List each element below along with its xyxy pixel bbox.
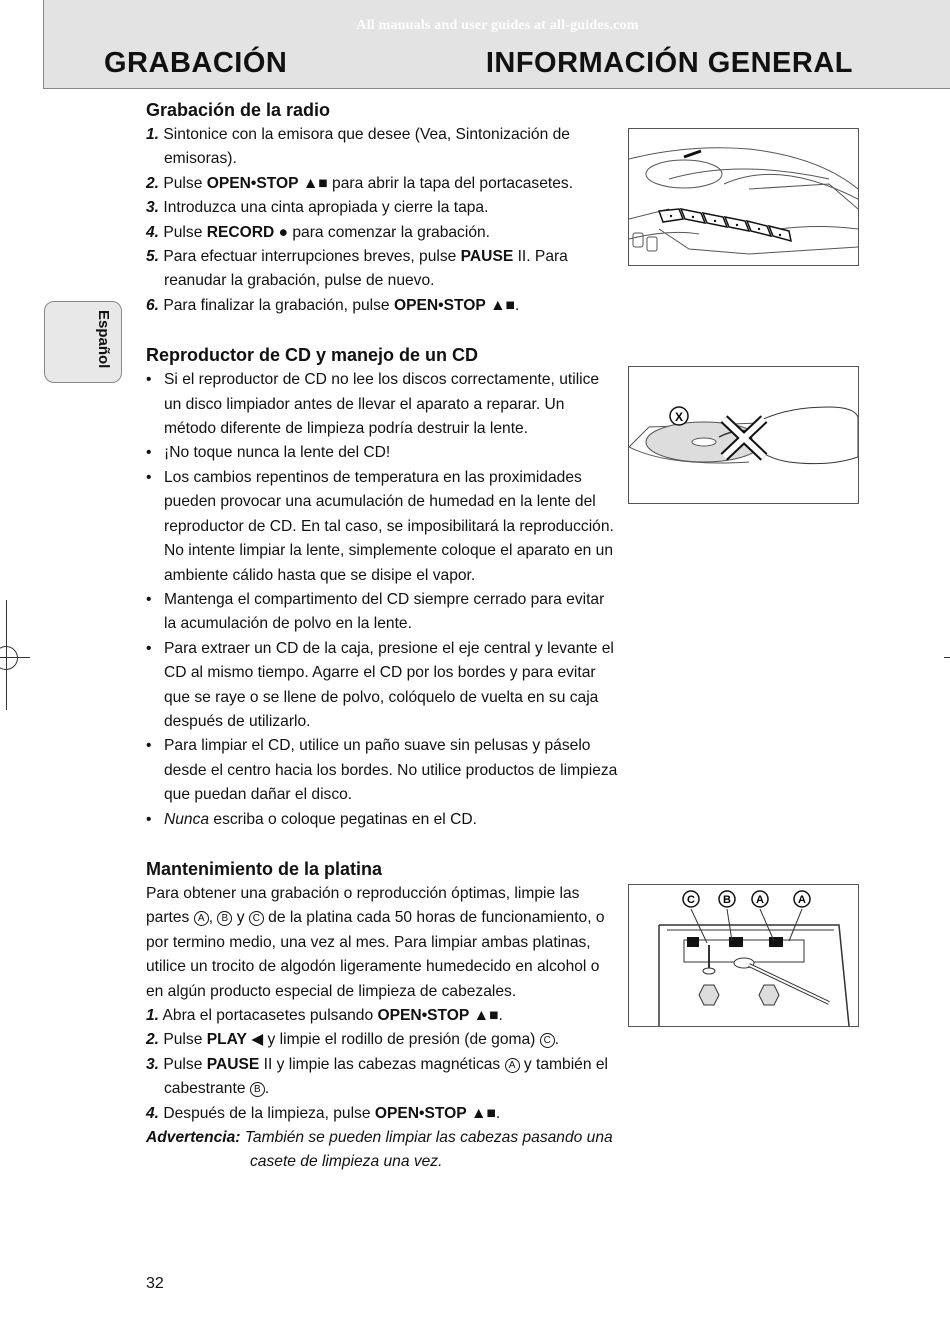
step-number: 3.: [146, 1055, 160, 1073]
punctuation: .: [264, 1080, 270, 1098]
step-text: Después de la limpieza, pulse: [163, 1104, 375, 1122]
section-title-right: INFORMACIÓN GENERAL: [485, 47, 853, 79]
radio-step-6: [146, 294, 620, 318]
step-text: Introduzca una cinta apropiada y cierre la tapa.: [163, 199, 489, 217]
button-name: OPEN•STOP: [374, 1104, 467, 1122]
step-number: 2.: [146, 174, 160, 192]
page-number: 32: [146, 1275, 164, 1292]
bullet-text: escriba o coloque pegatinas en el CD.: [209, 810, 477, 828]
deck-buttons-illustration: [628, 128, 859, 266]
step-text: Pulse: [163, 174, 207, 192]
x-marker-label: X: [674, 410, 684, 424]
cd-lens-illustration: [628, 366, 859, 504]
cd-heading: Reproductor de CD y manejo de un CD: [146, 345, 479, 366]
crop-mark: [944, 657, 950, 658]
step-text: II. Para reanudar la grabación, pulse de nuevo.: [164, 248, 568, 290]
step-text: ▲■.: [485, 296, 520, 314]
punctuation: .: [554, 1031, 560, 1049]
bullet-text: Los cambios repentinos de temperatura en las proximidades pueden provocar una acumulación de humedad en la lente del reproductor de CD. En tal caso, se imposibilitará la reproducción. No intente limpiar la lente, simplemente coloque el aparato en un ambiente cálido hasta que se disipe el vapor.: [164, 468, 614, 584]
step-text: Abra el portacasetes pulsando: [162, 1007, 378, 1024]
step-number: 6.: [146, 296, 160, 314]
warning-note: [146, 1126, 620, 1175]
part-a-marker: A: [505, 1058, 520, 1073]
deck-intro: [146, 882, 620, 1004]
cd-bullet: • ¡No toque nunca la lente del CD!: [146, 444, 391, 462]
cd-bullet: • Si el reproductor de CD no lee los discos correctamente, utilice un disco limpiador antes de llevar el aparato a reparar. Un método diferente de limpieza podría destruir la lente.: [146, 371, 600, 438]
part-c-marker: C: [540, 1033, 555, 1048]
step-text: ◀ y limpie el rodillo de presión (de goma): [246, 1031, 540, 1049]
part-c-marker: C: [249, 911, 264, 926]
cd-bullet: • Para limpiar el CD, utilice un paño suave sin pelusas y páselo desde el centro hacia los bordes. No utilice productos de limpieza que puedan dañar el disco.: [146, 737, 618, 804]
b-marker-label: B: [723, 894, 731, 906]
cd-section: [146, 342, 620, 832]
step-text: ● para comenzar la grabación.: [274, 223, 490, 241]
radio-step-2: [146, 172, 620, 196]
watermark: All manuals and user guides at all-guides.com: [356, 18, 639, 33]
language-tab-label: Español: [95, 310, 112, 369]
button-name: PAUSE: [206, 1055, 260, 1073]
step-text: y también el cabestrante: [164, 1055, 608, 1098]
part-a-marker: A: [194, 911, 209, 926]
cd-bullet: • Los cambios repentinos de temperatura en las proximidades pueden provocar una acumulación de humedad en la lente del reproductor de CD. En tal caso, se imposibilitará la reproducción. No intente limpiar la lente, simplemente coloque el aparato en un ambiente cálido hasta que se disipe el vapor.: [146, 468, 614, 584]
cd-bullet: • Para extraer un CD de la caja, presione el eje central y levante el CD al mismo tiempo. Agarre el CD por los bordes y para evitar que se raye o se llene de polvo, colóquelo de vuelta en su caja después de utilizarlo.: [146, 639, 614, 730]
tape-head-drawing: [629, 885, 858, 1026]
cd-bullet: • Mantenga el compartimento del CD siempre cerrado para evitar la acumulación de polvo en la lente.: [146, 590, 605, 633]
step-number: 5.: [146, 248, 160, 266]
step-text: ▲■.: [466, 1104, 501, 1122]
part-b-marker: B: [217, 911, 232, 926]
button-name: OPEN•STOP: [206, 174, 299, 192]
radio-step-4: [146, 221, 620, 245]
cd-bullet: • Nunca escriba o coloque pegatinas en el CD.: [146, 810, 477, 828]
language-tab: [44, 301, 122, 383]
step-number: 3.: [146, 199, 160, 217]
deck-section: [146, 856, 620, 1175]
step-text: ▲■ para abrir la tapa del portacasetes.: [298, 174, 574, 192]
c-marker-label: C: [687, 894, 695, 906]
radio-step-3: [146, 196, 620, 220]
deck-step-1: [146, 1004, 620, 1028]
radio-heading: Grabación de la radio: [146, 100, 331, 120]
step-text: Pulse: [163, 1055, 207, 1073]
a-marker-label: A: [798, 894, 806, 906]
tape-head-illustration: [628, 884, 859, 1027]
warning-text: También se pueden limpiar las cabezas pasando una casete de limpieza una vez.: [244, 1129, 613, 1171]
section-title-left: GRABACIÓN: [104, 47, 288, 79]
intro-text: y: [232, 909, 249, 927]
button-name: OPEN•STOP: [393, 296, 486, 314]
step-number: 4.: [146, 1104, 160, 1122]
bullet-text: Mantenga el compartimento del CD siempre cerrado para evitar la acumulación de polvo en la lente.: [164, 590, 605, 633]
step-text: Para efectuar interrupciones breves, pulse: [163, 248, 461, 266]
button-name: RECORD: [206, 223, 275, 241]
radio-step-1: [146, 123, 620, 172]
deck-step-2: [146, 1028, 620, 1052]
step-number: 4.: [146, 223, 160, 241]
deck-step-4: [146, 1102, 620, 1126]
warning-label: Advertencia:: [146, 1129, 241, 1147]
step-text: Pulse: [163, 1031, 207, 1049]
deck-buttons-drawing: [629, 129, 858, 265]
step-text: ▲■.: [469, 1007, 503, 1024]
bullet-text: Para limpiar el CD, utilice un paño suave sin pelusas y páselo desde el centro hacia los bordes. No utilice productos de limpieza que puedan dañar el disco.: [164, 737, 618, 804]
intro-text: Para obtener una grabación o reproducción óptimas, limpie las partes: [146, 884, 580, 927]
button-name: PAUSE: [460, 248, 514, 266]
bullet-text: Si el reproductor de CD no lee los discos correctamente, utilice un disco limpiador antes de llevar el aparato a reparar. Un método diferente de limpieza podría destruir la lente.: [164, 371, 600, 438]
step-text: Sintonice con la emisora que desee (Vea, Sintonización de emisoras).: [163, 126, 570, 168]
step-number: 1.: [146, 1007, 160, 1024]
registration-mark: [0, 646, 18, 670]
step-number: 2.: [146, 1031, 160, 1049]
step-text: Para finalizar la grabación, pulse: [163, 296, 394, 314]
radio-step-5: [146, 245, 620, 294]
deck-step-3: [146, 1053, 620, 1102]
main-content: [146, 97, 620, 1175]
bullet-text: ¡No toque nunca la lente del CD!: [164, 444, 391, 462]
cd-lens-drawing: [629, 367, 858, 503]
part-b-marker: B: [250, 1082, 265, 1097]
step-text: II y limpie las cabezas magnéticas: [259, 1055, 505, 1073]
deck-heading: Mantenimiento de la platina: [146, 858, 383, 879]
intro-text: de la platina cada 50 horas de funcionamiento, o por termino medio, una vez al mes. Para limpiar ambas platinas, utilice un trocito de algodón ligeramente humedecido en alcohol o en algún producto especial de limpieza de cabezales.: [146, 909, 605, 1000]
button-name: PLAY: [206, 1031, 247, 1049]
intro-text: ,: [208, 909, 218, 927]
bullet-emphasis: Nunca: [164, 810, 210, 828]
a-marker-label: A: [756, 894, 764, 906]
step-number: 1.: [146, 126, 160, 143]
radio-section: [146, 97, 620, 318]
step-text: Pulse: [163, 223, 207, 241]
button-name: OPEN•STOP: [377, 1007, 470, 1024]
bullet-text: Para extraer un CD de la caja, presione el eje central y levante el CD al mismo tiempo. Agarre el CD por los bordes y para evitar que se raye o se llene de polvo, colóquelo de vuelta en su caja después de utilizarlo.: [164, 639, 614, 730]
